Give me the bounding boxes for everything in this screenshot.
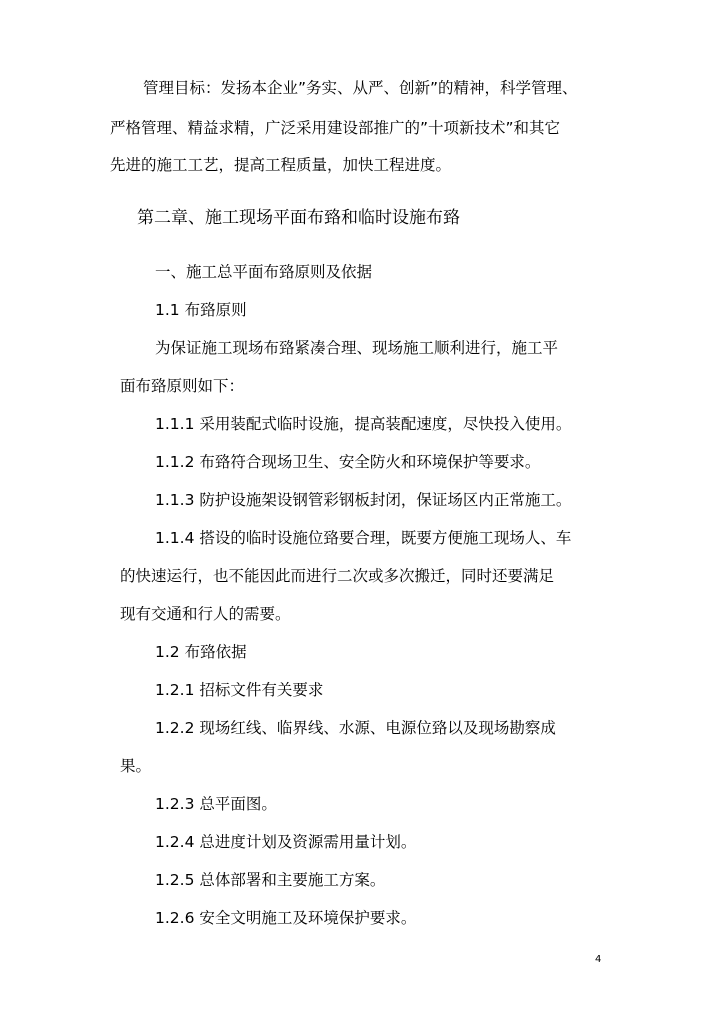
item-1-1-4-line-1: 1.1.4 搭设的临时设施位臵要合理，既要方便施工现场人、车: [155, 529, 572, 547]
chapter-heading: 第二章、施工现场平面布臵和临时设施布臵: [137, 208, 460, 228]
management-goal-line-2: 严格管理、精益求精，广泛采用建设部推广的”十项新技术”和其它: [110, 119, 561, 137]
item-1-2-2-line-2: 果。: [120, 757, 152, 775]
item-1-2-2-line-1: 1.2.2 现场红线、临界线、水源、电源位臵以及现场勘察成: [155, 719, 556, 737]
paragraph-line-1: 为保证施工现场布臵紧凑合理、现场施工顺利进行，施工平: [155, 339, 559, 357]
item-1-1-4-line-2: 的快速运行，也不能因此而进行二次或多次搬迁，同时还要满足: [120, 567, 555, 585]
paragraph-line-2: 面布臵原则如下：: [120, 377, 245, 395]
item-1-2-6: 1.2.6 安全文明施工及环境保护要求。: [155, 909, 417, 927]
subsection-1-1: 1.1 布臵原则: [155, 301, 247, 319]
section-heading: 一、施工总平面布臵原则及依据: [155, 263, 373, 281]
item-1-2-3: 1.2.3 总平面图。: [155, 795, 277, 813]
management-goal-line-3: 先进的施工工艺，提高工程质量，加快工程进度。: [110, 156, 452, 174]
management-goal-line-1: 管理目标：发扬本企业”务实、从严、创新”的精神，科学管理、: [143, 79, 578, 97]
item-1-1-2: 1.1.2 布臵符合现场卫生、安全防火和环境保护等要求。: [155, 453, 541, 471]
page-number: 4: [595, 954, 602, 965]
item-1-2-5: 1.2.5 总体部署和主要施工方案。: [155, 871, 386, 889]
item-1-2-4: 1.2.4 总进度计划及资源需用量计划。: [155, 833, 417, 851]
item-1-1-1: 1.1.1 采用装配式临时设施，提高装配速度，尽快投入使用。: [155, 415, 572, 433]
item-1-1-3: 1.1.3 防护设施架设钢管彩钢板封闭，保证场区内正常施工。: [155, 491, 572, 509]
item-1-1-4-line-3: 现有交通和行人的需要。: [120, 605, 291, 623]
item-1-2-1: 1.2.1 招标文件有关要求: [155, 681, 324, 699]
subsection-1-2: 1.2 布臵依据: [155, 643, 247, 661]
